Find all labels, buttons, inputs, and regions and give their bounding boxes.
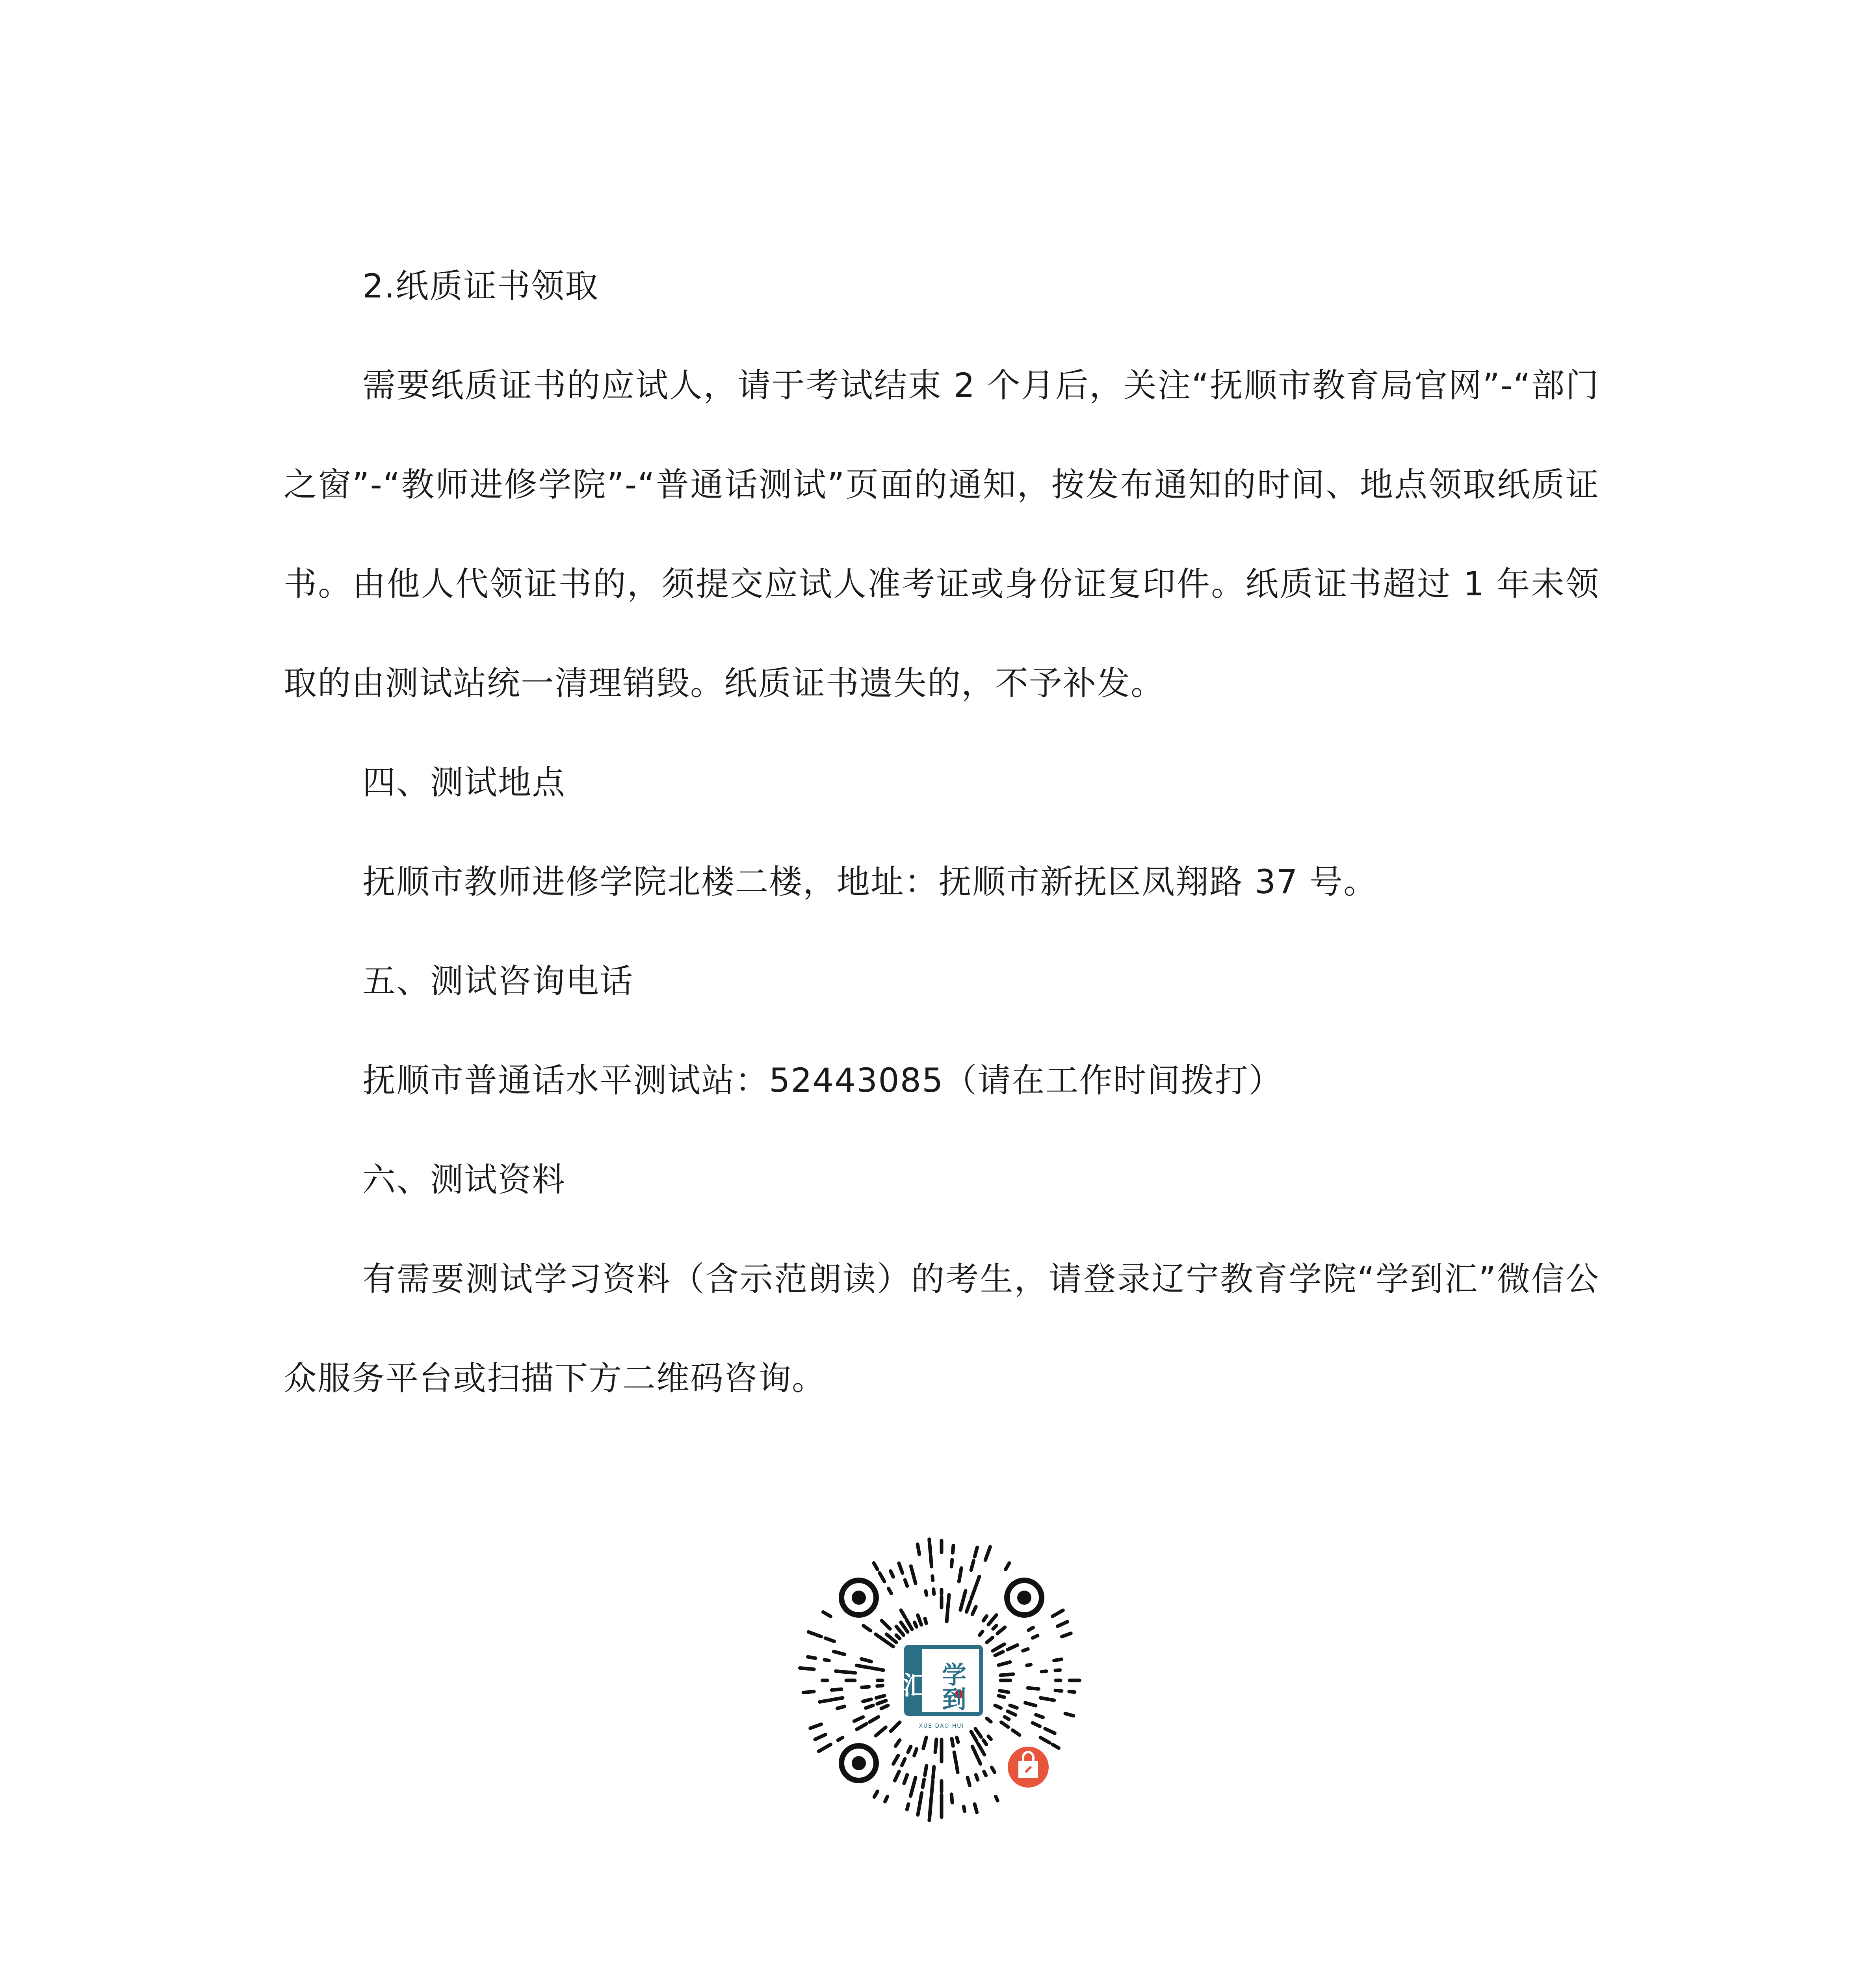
- qr-ray-segment: [931, 1794, 932, 1808]
- qr-ray-segment: [925, 1766, 927, 1775]
- qr-ray-segment: [918, 1806, 919, 1815]
- qr-ray-segment: [912, 1571, 916, 1583]
- qr-ray-segment: [929, 1808, 931, 1820]
- qr-ray-segment: [999, 1662, 1010, 1665]
- qr-ray-segment: [923, 1738, 927, 1749]
- qr-ray-segment: [932, 1576, 933, 1580]
- qr-ray-segment: [864, 1626, 871, 1631]
- qr-ray-segment: [1062, 1634, 1071, 1637]
- section-heading-test-location: 四、测试地点: [362, 763, 566, 802]
- qr-ray-segment: [1033, 1635, 1038, 1638]
- qr-ray-segment: [1054, 1659, 1062, 1660]
- qr-ray-segment: [885, 1797, 888, 1802]
- paragraph-phone: 抚顺市普通话水平测试站：52443085（请在工作时间拨打）: [362, 1061, 1283, 1100]
- qr-ray-segment: [935, 1739, 936, 1752]
- qr-ray-segment: [995, 1705, 1001, 1708]
- qr-ray-segment: [876, 1634, 882, 1639]
- qr-ray-segment: [896, 1635, 900, 1639]
- qr-ray-segment: [1012, 1730, 1020, 1735]
- qr-ray-segment: [979, 1632, 983, 1635]
- qr-ray-segment: [803, 1691, 814, 1692]
- qr-ray-segment: [866, 1705, 873, 1708]
- qr-ray-segment: [893, 1756, 898, 1764]
- qr-ray-segment: [877, 1701, 886, 1704]
- qr-ray-segment: [874, 1563, 878, 1569]
- qr-ray-segment: [1008, 1645, 1018, 1650]
- qr-ray-segment: [992, 1767, 995, 1773]
- qr-ray-segment: [984, 1771, 986, 1775]
- qr-ray-segment: [987, 1637, 993, 1642]
- logo-letter: 汇: [903, 1671, 928, 1701]
- qr-ray-segment: [1042, 1671, 1046, 1672]
- qr-code-graphic: [790, 1529, 1093, 1832]
- qr-ray-segment: [1028, 1688, 1038, 1689]
- qr-ray-segment: [832, 1689, 841, 1690]
- qr-ray-segment: [993, 1626, 996, 1629]
- qr-ray-segment: [874, 1792, 877, 1797]
- document-body: [284, 236, 1599, 1428]
- qr-ray-segment: [819, 1745, 830, 1752]
- qr-ray-segment: [800, 1668, 814, 1669]
- section-heading-phone: 五、测试咨询电话: [362, 962, 634, 1000]
- qr-ray-segment: [918, 1544, 919, 1554]
- qr-ray-segment: [1055, 1670, 1060, 1671]
- qr-ray-segment: [975, 1804, 977, 1812]
- qr-ray-segment: [888, 1589, 891, 1594]
- qr-ray-segment: [862, 1659, 871, 1662]
- qr-ray-segment: [862, 1687, 869, 1688]
- qr-ray-segment: [876, 1727, 886, 1736]
- qr-ray-segment: [914, 1622, 916, 1627]
- qr-ray-segment: [891, 1571, 893, 1577]
- qr-ray-segment: [880, 1573, 884, 1582]
- qr-ray-segment: [823, 1612, 831, 1617]
- qr-ray-segment: [978, 1759, 981, 1764]
- qr-ray-segment: [959, 1568, 961, 1582]
- mini-program-badge-icon: [1004, 1743, 1053, 1792]
- qr-ray-segment: [808, 1657, 815, 1658]
- qr-ray-segment: [995, 1652, 1003, 1655]
- qr-ray-segment: [914, 1749, 917, 1756]
- qr-ray-segment: [929, 1539, 931, 1553]
- qr-ray-segment: [923, 1779, 924, 1787]
- qr-ray-segment: [993, 1644, 1004, 1651]
- logo-subtext: XUE DAO HUI: [919, 1723, 964, 1729]
- qr-ray-segment: [1065, 1714, 1074, 1716]
- qr-ray-segment: [837, 1706, 844, 1708]
- qr-ray-segment: [972, 1747, 977, 1758]
- qr-ray-segment: [902, 1759, 905, 1765]
- qr-ray-segment: [1055, 1690, 1062, 1691]
- qr-ray-segment: [948, 1595, 949, 1608]
- qr-ray-segment: [908, 1747, 911, 1753]
- qr-ray-segment: [975, 1547, 977, 1557]
- qr-ray-segment: [952, 1739, 953, 1746]
- qr-ray-segment: [926, 1591, 927, 1595]
- qr-ray-segment: [978, 1743, 984, 1754]
- qr-ray-segment: [1040, 1698, 1054, 1700]
- qr-ray-segment: [1058, 1622, 1068, 1626]
- section-heading-paper-certificate: 2.纸质证书领取: [362, 267, 599, 305]
- qr-ray-segment: [876, 1696, 884, 1698]
- qr-ray-segment: [808, 1632, 821, 1637]
- qr-ray-segment: [999, 1696, 1004, 1697]
- qr-ray-segment: [1045, 1729, 1055, 1733]
- qr-ray-segment: [882, 1621, 890, 1629]
- qr-ray-segment: [834, 1652, 844, 1654]
- qr-ray-segment: [836, 1671, 841, 1672]
- qr-ray-segment: [947, 1610, 948, 1622]
- qr-ray-segment: [971, 1732, 977, 1741]
- qr-ray-segment: [971, 1588, 975, 1599]
- qr-ray-segment: [951, 1560, 952, 1567]
- qr-ray-segment: [975, 1729, 981, 1737]
- qr-ray-segment: [951, 1794, 952, 1803]
- qr-ray-segment: [1069, 1691, 1075, 1692]
- qr-ray-segment: [1025, 1703, 1036, 1706]
- qr-ray-segment: [1008, 1711, 1016, 1715]
- qr-ray-segment: [912, 1777, 916, 1791]
- paragraph-test-location: 抚顺市教师进修学院北楼二楼，地址：抚顺市新抚区凤翔路 37 号。: [362, 862, 1378, 901]
- qr-ray-segment: [857, 1724, 867, 1729]
- qr-ray-segment: [1053, 1745, 1059, 1748]
- qr-ray-segment: [966, 1601, 970, 1612]
- qr-ray-segment: [985, 1547, 990, 1560]
- qr-ray-segment: [925, 1619, 926, 1623]
- qr-ray-segment: [895, 1771, 899, 1780]
- qr-ray-segment: [891, 1722, 900, 1731]
- qr-finder-top-right: [1007, 1580, 1042, 1615]
- qr-ray-segment: [983, 1740, 986, 1745]
- qr-ray-segment: [1001, 1722, 1009, 1727]
- qr-ray-segment: [830, 1698, 843, 1700]
- qr-ray-segment: [863, 1699, 871, 1702]
- qr-ray-segment: [910, 1791, 912, 1796]
- qr-ray-segment: [825, 1638, 834, 1641]
- qr-ray-segment: [964, 1591, 966, 1597]
- qr-ray-segment: [1036, 1715, 1043, 1717]
- qr-ray-segment: [996, 1797, 997, 1801]
- qr-ray-segment: [1029, 1628, 1033, 1630]
- qr-ray-segment: [976, 1775, 978, 1780]
- qr-ray-segment: [906, 1620, 912, 1629]
- qr-ray-segment: [857, 1665, 870, 1668]
- qr-ray-segment: [1033, 1723, 1040, 1727]
- qr-ray-segment: [901, 1610, 905, 1617]
- qr-ray-segment: [971, 1561, 973, 1570]
- section-heading-materials: 六、测试资料: [362, 1160, 566, 1199]
- qr-ray-segment: [919, 1793, 921, 1805]
- qr-ray-segment: [987, 1718, 991, 1722]
- qr-ray-segment: [1023, 1649, 1028, 1651]
- qr-ray-segment: [1000, 1674, 1013, 1675]
- qr-ray-segment: [825, 1660, 829, 1661]
- qr-ray-segment: [904, 1775, 907, 1784]
- qr-ray-segment: [869, 1717, 879, 1722]
- qr-ray-segment: [1005, 1717, 1009, 1719]
- qr-ray-segment: [983, 1616, 986, 1621]
- qr-ray-segment: [954, 1752, 956, 1763]
- paragraph-paper-certificate: 需要纸质证书的应试人，请于考试结束 2 个月后，关注“抚顺市教育局官网”-“部门之窗”-“教师进修学院”-“普通话测试”页面的通知，按发布通知的时间、地点领取纸质证书。由他人代领证书的，须提交应试人准考证或身份证复印件。纸质证书超过 1 年未领取的由测试站统一清理销毁。纸质证书遗失的，不予补发。: [284, 366, 1599, 703]
- qr-finder-top-left: [841, 1580, 876, 1615]
- qr-ray-segment: [918, 1615, 921, 1625]
- qr-ray-segment: [1000, 1691, 1009, 1692]
- qr-ray-segment: [988, 1615, 997, 1624]
- qr-ray-segment: [881, 1705, 888, 1708]
- qr-ray-segment: [997, 1627, 1005, 1634]
- wechat-mini-program-code-icon[interactable]: [790, 1529, 1093, 1832]
- qr-ray-segment: [932, 1780, 933, 1794]
- qr-ray-segment: [905, 1580, 907, 1586]
- qr-ray-segment: [976, 1576, 979, 1586]
- qr-ray-segment: [810, 1724, 821, 1728]
- qr-ray-segment: [820, 1700, 829, 1702]
- qr-ray-segment: [895, 1740, 900, 1746]
- qr-ray-segment: [988, 1736, 991, 1740]
- qr-ray-segment: [815, 1734, 826, 1739]
- qr-ray-segment: [854, 1717, 863, 1721]
- qr-ray-segment: [899, 1563, 903, 1573]
- qr-ray-segment: [1040, 1738, 1049, 1743]
- qr-ray-segment: [911, 1566, 912, 1570]
- qr-ray-segment: [841, 1672, 855, 1673]
- qr-ray-segment: [1010, 1705, 1017, 1708]
- qr-ray-segment: [907, 1804, 908, 1810]
- qr-ray-segment: [872, 1668, 883, 1670]
- qr-ray-segment: [960, 1596, 964, 1610]
- qr-ray-segment: [933, 1767, 934, 1778]
- qr-ray-segment: [1053, 1610, 1063, 1617]
- qr-ray-segment: [957, 1738, 958, 1742]
- qr-ray-segment: [1006, 1563, 1009, 1569]
- qr-ray-segment: [968, 1777, 970, 1785]
- qr-ray-segment: [957, 1766, 958, 1773]
- qr-finder-bottom-left: [841, 1746, 876, 1780]
- qr-ray-segment: [838, 1738, 843, 1740]
- paragraph-materials: 有需要测试学习资料（含示范朗读）的考生，请登录辽宁教育学院“学到汇”微信公众服务平台或扫描下方二维码咨询。: [284, 1260, 1599, 1398]
- logo-chinese-text: 学到: [938, 1662, 967, 1711]
- qr-ray-segment: [972, 1607, 976, 1614]
